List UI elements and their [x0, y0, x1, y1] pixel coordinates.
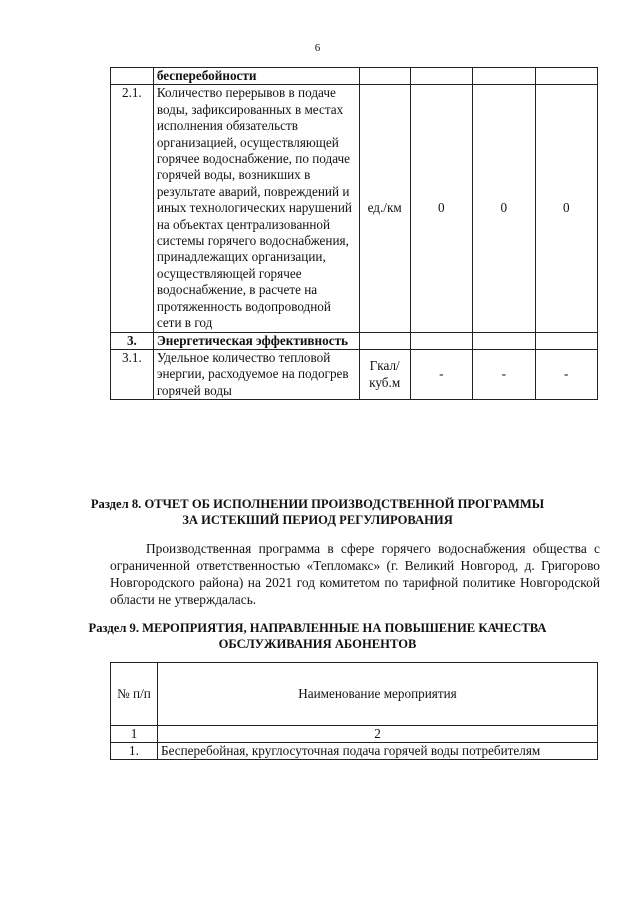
- row-value-2: -: [473, 349, 535, 399]
- row-unit: Гкал/куб.м: [359, 349, 410, 399]
- row-value-2: [473, 68, 535, 85]
- table-row: [111, 68, 598, 85]
- section-9-heading-line-1: Раздел 9. МЕРОПРИЯТИЯ, НАПРАВЛЕННЫЕ НА ПОВЫШЕНИЕ КАЧЕСТВА: [88, 621, 547, 635]
- section-8-heading: [60, 496, 575, 528]
- table-row: [111, 349, 598, 399]
- section-9-heading: [60, 620, 575, 652]
- indicators-table: [110, 67, 598, 400]
- row-name: Бесперебойная, круглосуточная подача горячей воды потребителям: [158, 743, 598, 760]
- row-unit: [359, 68, 410, 85]
- row-value-2: 0: [473, 85, 535, 332]
- row-name: Энергетическая эффективность: [153, 332, 359, 349]
- row-name: бесперебойности: [153, 68, 359, 85]
- row-unit: [359, 332, 410, 349]
- row-number: 3.1.: [111, 349, 154, 399]
- index-cell-2: 2: [158, 726, 598, 743]
- row-number: 1.: [111, 743, 158, 760]
- table-index-row: [111, 726, 598, 743]
- section-8-heading-line-2: ЗА ИСТЕКШИЙ ПЕРИОД РЕГУЛИРОВАНИЯ: [182, 513, 453, 527]
- row-name: Количество перерывов в подаче воды, зафиксированных в местах исполнения обязательств организацией, осуществляющей горячее водоснабжение, по подаче горячей воды, возникших в результате аварий, повреждений и иных технологических нарушений на объектах централизованной системы горячего водоснабжения, принадлежащих организации, осуществляющей горячее водоснабжение, в расчете на протяженность водопроводной сети в год: [153, 85, 359, 332]
- page-number: 6: [314, 42, 321, 54]
- row-name: Удельное количество тепловой энергии, расходуемое на подогрев горячей воды: [153, 349, 359, 399]
- table-row: [111, 743, 598, 760]
- section-9-heading-line-2: ОБСЛУЖИВАНИЯ АБОНЕНТОВ: [218, 637, 417, 651]
- row-value-3: -: [535, 349, 598, 399]
- row-value-2: [473, 332, 535, 349]
- row-value-1: [410, 68, 472, 85]
- row-value-3: 0: [535, 85, 598, 332]
- section-8-heading-line-1: Раздел 8. ОТЧЕТ ОБ ИСПОЛНЕНИИ ПРОИЗВОДСТВЕННОЙ ПРОГРАММЫ: [90, 497, 545, 511]
- row-number: 2.1.: [111, 85, 154, 332]
- row-value-1: -: [410, 349, 472, 399]
- row-number: [111, 68, 154, 85]
- table-row: [111, 85, 598, 332]
- measures-table: [110, 662, 598, 760]
- row-value-3: [535, 68, 598, 85]
- header-name: Наименование мероприятия: [158, 663, 598, 726]
- section-8-paragraph: Производственная программа в сфере горячего водоснабжения общества с ограниченной ответственностью «Тепломакс» (г. Великий Новгород, д. Григорово Новгородского района) на 2021 год комитетом по тарифной политике Новгородской области не утверждалась.: [110, 541, 600, 607]
- index-cell-1: 1: [111, 726, 158, 743]
- row-unit: ед./км: [359, 85, 410, 332]
- table-header-row: [111, 663, 598, 726]
- row-number: 3.: [111, 332, 154, 349]
- header-number: № п/п: [111, 663, 158, 726]
- row-value-3: [535, 332, 598, 349]
- row-value-1: 0: [410, 85, 472, 332]
- table-row: [111, 332, 598, 349]
- row-value-1: [410, 332, 472, 349]
